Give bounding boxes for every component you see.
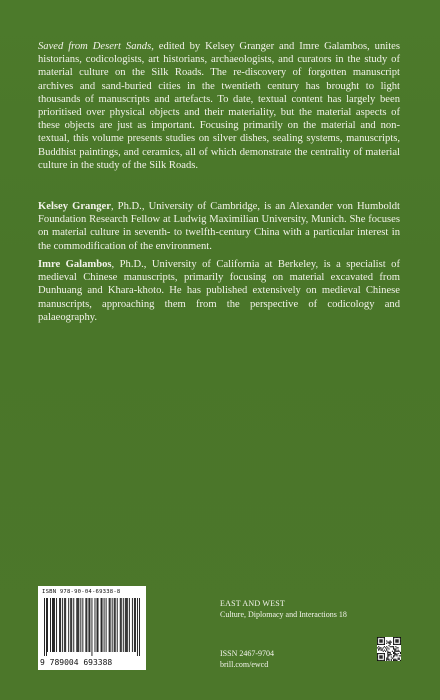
qr-module [377,658,378,659]
qr-module [398,644,399,645]
barcode-bar [86,598,87,652]
qr-module [393,660,394,661]
qr-module [379,648,380,649]
qr-module [378,644,379,645]
qr-module [399,644,400,645]
barcode-bar [89,598,90,652]
barcode-bar [101,598,102,652]
qr-module [382,637,383,638]
barcode-bar [60,598,61,652]
qr-module [384,646,385,647]
qr-module [396,660,397,661]
qr-module [390,646,391,647]
qr-module [379,637,380,638]
qr-module [382,639,383,640]
barcode-bar [129,598,130,652]
qr-module [386,660,387,661]
qr-module [384,650,385,651]
qr-module [377,659,378,660]
barcode-bar [68,598,69,652]
qr-module [393,648,394,649]
qr-module [387,651,388,652]
qr-module [395,637,396,638]
barcode-bar [91,598,92,656]
qr-module [383,637,384,638]
qr-module [394,648,395,649]
qr-module [384,656,385,657]
barcode-bar [121,598,122,652]
qr-module [398,653,399,654]
editor-name: Kelsey Granger [38,201,111,212]
qr-module [380,639,381,640]
qr-module [386,640,387,641]
barcode-bar [132,598,133,652]
qr-module [384,642,385,643]
qr-module [383,647,384,648]
qr-module [395,650,396,651]
qr-module [398,650,399,651]
qr-module [379,639,380,640]
qr-module [380,637,381,638]
qr-module [391,656,392,657]
qr-module [400,643,401,644]
qr-module [380,653,381,654]
barcode-bar [102,598,103,652]
barcode-bar [44,598,45,656]
qr-module [400,637,401,638]
qr-module [382,655,383,656]
qr-module [382,660,383,661]
qr-module [394,659,395,660]
qr-module [390,652,391,653]
qr-module [394,650,395,651]
qr-module [384,638,385,639]
barcode-bar [62,598,63,652]
qr-module [395,659,396,660]
qr-module [399,659,400,660]
qr-module [395,653,396,654]
barcode-bar [110,598,111,652]
qr-module [379,647,380,648]
description-text: , edited by Kelsey Granger and Imre Galambos, unites historians, codicologists, art historians, archaeologists, and curators in the study of material culture on the Silk Roads. The re-discovery of forgotten manuscript archives and sand-buried cities in the twentieth century has brought to light thousands of manuscripts and artefacts. To date, textual content has largely been prioritised over physical objects and their materiality, but the material aspects of these objects are just as important. Focusing primarily on the material and non-textual, this volume presents studies on silver dishes, sealing systems, manuscripts, Buddhist paintings, and ceramics, all of which demonstrate the centrality of material culture in the study of the Silk Roads. [38,41,400,171]
qr-module [400,642,401,643]
qr-module [396,637,397,638]
qr-module [377,655,378,656]
qr-module [379,642,380,643]
qr-module [398,637,399,638]
qr-module [400,652,401,653]
qr-module [384,644,385,645]
barcode-bar [64,598,65,652]
qr-module [382,656,383,657]
qr-module [377,640,378,641]
qr-module [399,655,400,656]
qr-module [382,658,383,659]
qr-module [387,655,388,656]
qr-module [378,646,379,647]
barcode-bar [104,598,105,652]
barcode-number: 9 789004 693388 [40,658,113,667]
barcode-bar [125,598,126,652]
qr-module [388,645,389,646]
qr-module [393,642,394,643]
qr-module [392,658,393,659]
qr-module [379,655,380,656]
qr-module [377,638,378,639]
qr-module [387,654,388,655]
barcode-label [38,586,146,670]
editor-bio-text: , Ph.D., University of Cambridge, is an Alexander von Humboldt Foundation Research Fellow at Ludwig Maximilian University, Munich. She focuses on material culture in seventh- to twelfth-century China with a particular interest in the commodification of the environment. [38,201,400,252]
qr-module [392,651,393,652]
editor-bio-galambos [38,258,400,324]
qr-module [378,653,379,654]
qr-module [378,650,379,651]
qr-module [393,638,394,639]
book-description [38,40,400,172]
qr-module [398,647,399,648]
barcode-bar [54,598,55,652]
qr-module [393,659,394,660]
qr-module [388,652,389,653]
qr-module [394,651,395,652]
qr-module [399,651,400,652]
qr-module [388,643,389,644]
qr-module [398,640,399,641]
qr-module [400,660,401,661]
qr-module [395,640,396,641]
qr-module [393,639,394,640]
qr-module [384,653,385,654]
qr-module [379,656,380,657]
qr-module [388,660,389,661]
qr-module [377,647,378,648]
qr-module [391,659,392,660]
qr-module [379,644,380,645]
barcode-bar [98,598,99,652]
qr-module [384,639,385,640]
barcode-bar [76,598,77,652]
qr-module [380,655,381,656]
qr-module [386,659,387,660]
qr-module [390,644,391,645]
barcode-bar [97,598,98,652]
qr-module [382,653,383,654]
qr-module [383,653,384,654]
qr-module [393,656,394,657]
qr-module [396,651,397,652]
qr-module [392,646,393,647]
barcode-bar [106,598,107,652]
qr-module [400,640,401,641]
qr-module [394,660,395,661]
barcode-bar [85,598,86,652]
qr-module [382,650,383,651]
qr-module [400,638,401,639]
publisher-info [220,648,274,670]
qr-module [391,654,392,655]
qr-module [390,643,391,644]
qr-module [399,658,400,659]
qr-module [391,646,392,647]
qr-module [378,660,379,661]
barcode-bar [117,598,118,652]
qr-module [396,639,397,640]
qr-module [379,640,380,641]
qr-module [378,637,379,638]
qr-module [393,653,394,654]
barcode-bar [70,598,71,652]
qr-module [393,652,394,653]
barcode-bar [82,598,83,652]
barcode-bar [115,598,116,652]
qr-module [394,644,395,645]
qr-module [396,655,397,656]
qr-module [387,656,388,657]
barcode-bar [95,598,96,652]
qr-module [380,656,381,657]
barcode-bar [46,598,47,656]
qr-module [384,658,385,659]
qr-module [386,643,387,644]
qr-module [388,654,389,655]
qr-module [394,652,395,653]
qr-module [385,651,386,652]
qr-module [400,644,401,645]
barcode-bar [135,598,136,652]
qr-module [393,637,394,638]
editor-bio-granger [38,200,400,253]
qr-module [379,658,380,659]
qr-module [398,642,399,643]
qr-module [395,644,396,645]
qr-module [396,644,397,645]
qr-module [393,646,394,647]
qr-module [394,655,395,656]
qr-module [396,647,397,648]
barcode-bar [47,598,48,652]
qr-module [384,643,385,644]
qr-module [393,647,394,648]
editor-name: Imre Galambos [38,259,112,270]
qr-module [386,650,387,651]
qr-module [388,642,389,643]
qr-module [400,653,401,654]
qr-module [384,637,385,638]
qr-module [387,652,388,653]
qr-module [395,648,396,649]
barcode-bar [114,598,115,652]
barcode-bar [126,598,127,652]
qr-module [384,654,385,655]
qr-module [387,647,388,648]
qr-module [400,639,401,640]
barcode-bar [71,598,72,652]
book-title: Saved from Desert Sands [38,41,152,52]
qr-module [393,640,394,641]
barcode-bar [137,598,138,656]
issn: ISSN 2467-9704 [220,649,275,658]
qr-module [384,659,385,660]
qr-module [382,640,383,641]
barcode-bar [56,598,57,652]
barcode-bar [77,598,78,652]
qr-module [396,642,397,643]
qr-module [382,648,383,649]
qr-module [380,650,381,651]
qr-module [398,651,399,652]
barcode-bar [59,598,60,652]
qr-module [388,648,389,649]
qr-module [377,637,378,638]
qr-module [382,644,383,645]
qr-module [396,654,397,655]
qr-module [395,660,396,661]
qr-module [395,651,396,652]
qr-module [382,642,383,643]
qr-module [390,654,391,655]
qr-module [383,644,384,645]
qr-module [380,640,381,641]
qr-module [377,644,378,645]
qr-module [393,655,394,656]
qr-module [400,655,401,656]
qr-module [394,637,395,638]
qr-module [383,651,384,652]
qr-module [386,646,387,647]
qr-module [377,653,378,654]
barcode-bar [65,598,66,652]
qr-module [388,655,389,656]
barcode-bar [139,598,140,656]
qr-module [398,659,399,660]
qr-code-icon [377,637,401,661]
barcode-bar [109,598,110,652]
barcode-bar [88,598,89,652]
qr-module [396,640,397,641]
qr-module [399,637,400,638]
series-info [220,598,347,620]
qr-module [380,658,381,659]
qr-module [380,642,381,643]
qr-module [384,655,385,656]
barcode-bar [120,598,121,652]
barcode-icon [44,598,140,656]
qr-module [377,654,378,655]
qr-module [385,647,386,648]
qr-module [377,642,378,643]
qr-module [378,648,379,649]
qr-module [391,660,392,661]
qr-module [380,660,381,661]
qr-module [398,658,399,659]
qr-module [379,660,380,661]
qr-module [377,639,378,640]
barcode-bar [52,598,53,652]
barcode-bar [50,598,51,652]
barcode-bar [112,598,113,652]
barcode-bar [127,598,128,652]
qr-module [387,659,388,660]
qr-module [388,659,389,660]
isbn-label: ISBN 978-90-04-69338-8 [42,589,121,595]
barcode-bar [73,598,74,652]
qr-module [379,653,380,654]
series-subtitle: Culture, Diplomacy and Interactions 18 [220,610,347,619]
qr-module [390,653,391,654]
qr-module [386,648,387,649]
qr-module [383,660,384,661]
qr-module [395,646,396,647]
qr-module [394,653,395,654]
qr-module [394,654,395,655]
qr-module [384,660,385,661]
barcode-bar [80,598,81,652]
qr-module [395,642,396,643]
qr-module [377,643,378,644]
qr-module [377,656,378,657]
qr-module [380,647,381,648]
editor-bio-text: , Ph.D., University of California at Berkeley, is a specialist of medieval Chinese manuscripts, primarily focusing on material excavated from Dunhuang and Khara-khoto. He has published extensively on medieval Chinese manuscripts, approaching them from the perspective of codicology and palaeography. [38,259,400,323]
barcode-bar [78,598,79,652]
qr-module [395,639,396,640]
series-url: brill.com/ewcd [220,660,269,669]
qr-module [393,643,394,644]
qr-module [393,644,394,645]
qr-module [387,653,388,654]
qr-module [395,654,396,655]
barcode-bar [134,598,135,652]
qr-module [386,658,387,659]
series-name: EAST AND WEST [220,599,285,608]
qr-module [380,644,381,645]
qr-module [387,658,388,659]
barcode-bar [123,598,124,652]
qr-module [384,640,385,641]
qr-module [390,640,391,641]
qr-module [377,660,378,661]
barcode-bar [53,598,54,652]
qr-module [398,639,399,640]
qr-module [391,642,392,643]
qr-module [387,642,388,643]
qr-module [390,642,391,643]
